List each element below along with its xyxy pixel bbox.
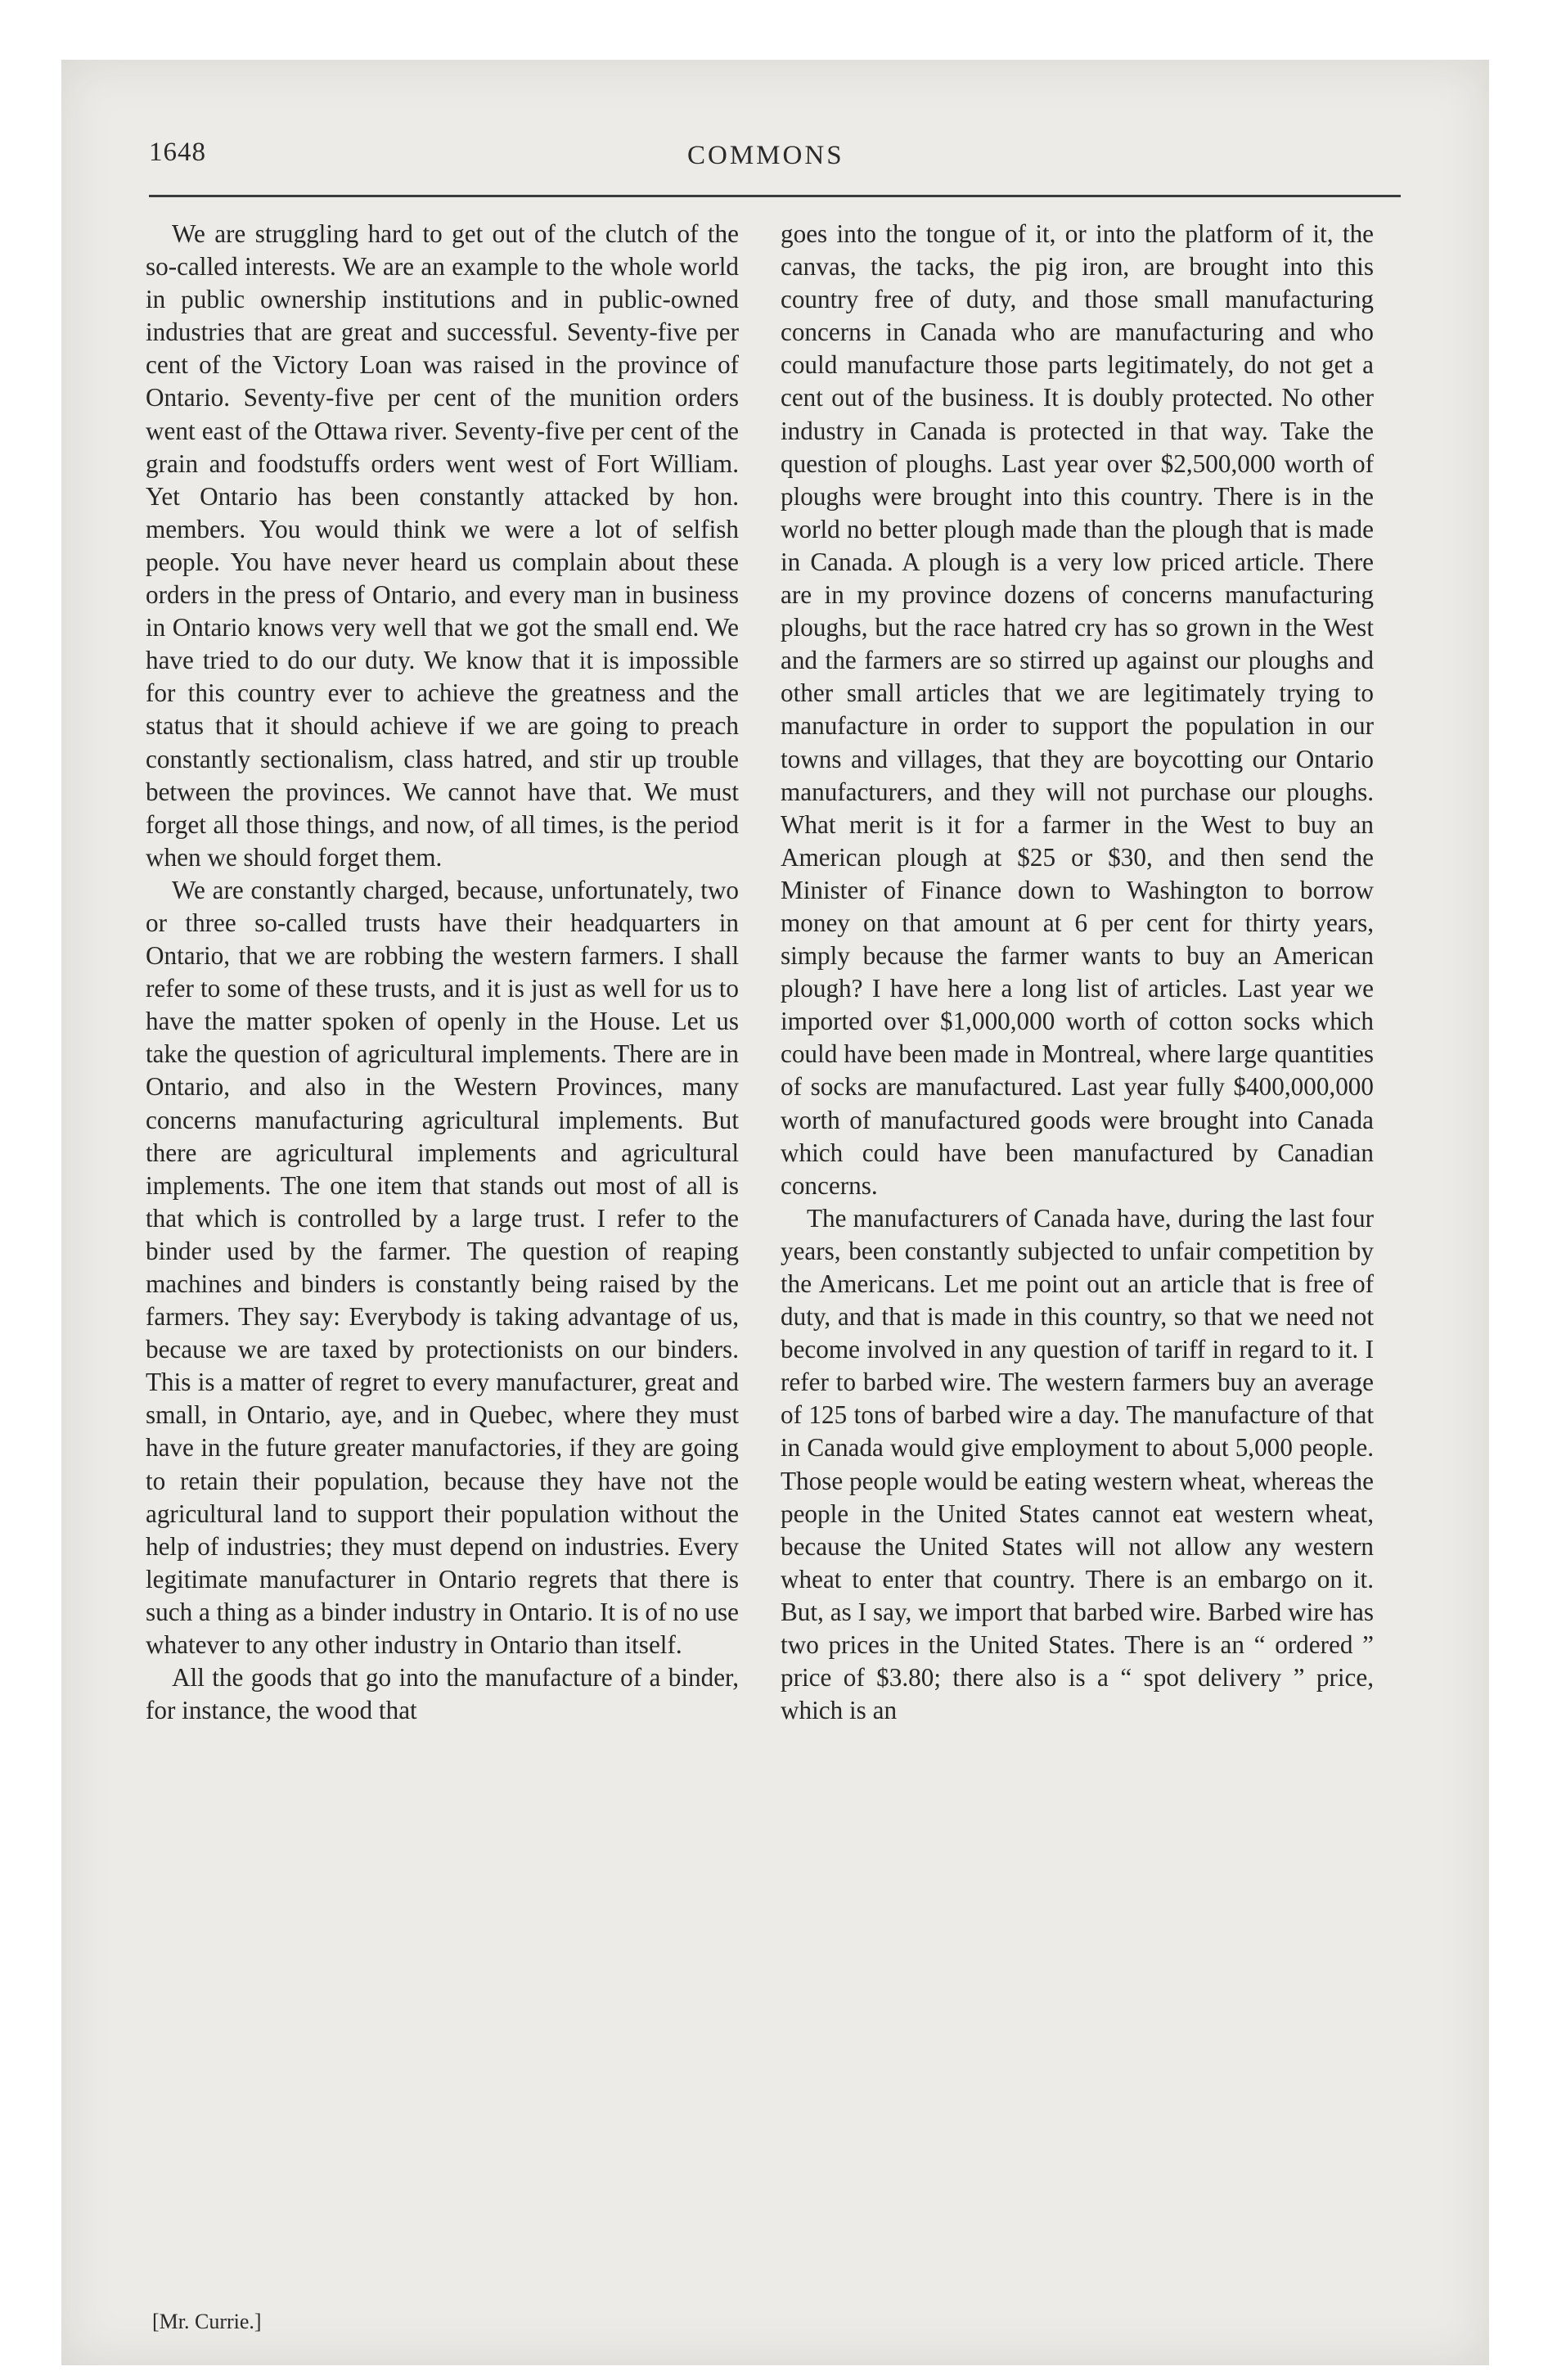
header-rule (149, 195, 1401, 197)
speaker-attribution: [Mr. Currie.] (152, 2310, 262, 2333)
paragraph: We are constantly charged, because, unfortunately, two or three so-called trusts have their headquarters in Ontario, that we are robbing the western farmers. I shall refer to some of these trusts, and it is just as well for us to have the matter spoken of openly in the House. Let us take the question of agricultural implements. There are in Ontario, and also in the Western Provinces, many concerns manufacturing agricultural implements. But there are agricultural implements and agricultural implements. The one item that stands out most of all is that which is controlled by a large trust. I refer to the binder used by the farmer. The question of reaping machines and binders is constantly being raised by the farmers. They say: Everybody is taking advantage of us, because we are taxed by protectionists on our binders. This is a matter of regret to every manufacturer, great and small, in Ontario, aye, and in Quebec, where they must have in the future greater manufactories, if they are going to retain their population, because they have not the agricultural land to support their population without the help of industries; they must depend on industries. Every legitimate manufacturer in Ontario regrets that there is such a thing as a binder industry in Ontario. It is of no use whatever to any other industry in Ontario than itself. (146, 875, 739, 1660)
paragraph: The manufacturers of Canada have, during the last four years, been constantly subjected to unfair competition by the Americans. Let me point out an article that is free of duty, and that is made in this country, so that we need not become involved in any question of tariff in regard to it. I refer to barbed wire. The western farmers buy an average of 125 tons of barbed wire a day. The manufacture of that in Canada would give employment to about 5,000 people. Those people would be eating western wheat, whereas the people in the United States cannot eat western wheat, because the United States will not allow any western wheat to enter that country. There is an embargo on it. But, as I say, we import that barbed wire. Barbed wire has two prices in the United States. There is an “ ordered ” price of $3.80; there also is a “ spot delivery ” price, which is an (781, 1203, 1374, 1725)
page-number: 1648 (149, 137, 206, 167)
running-head: COMMONS (687, 141, 844, 170)
left-column (146, 218, 739, 1727)
right-column (781, 218, 1374, 1727)
paragraph: All the goods that go into the manufacture of a binder, for instance, the wood that (146, 1663, 739, 1725)
paragraph: goes into the tongue of it, or into the platform of it, the canvas, the tacks, the pig iron, are brought into this country free of duty, and those small manufacturing concerns in Canada who are manufacturing and who could manufacture those parts legitimately, do not get a cent out of the business. It is doubly protected. No other industry in Canada is protected in that way. Take the question of ploughs. Last year over $2,500,000 worth of ploughs were brought into this country. There is in the world no better plough made than the plough that is made in Canada. A plough is a very low priced article. There are in my province dozens of concerns manufacturing ploughs, but the race hatred cry has so grown in the West and the farmers are so stirred up against our ploughs and other small articles that we are legitimately trying to manufacture in order to support the population in our towns and villages, that they are boycotting our Ontario manufacturers, and they will not purchase our ploughs. What merit is it for a farmer in the West to buy an American plough at $25 or $30, and then send the Minister of Finance down to Washington to borrow money on that amount at 6 per cent for thirty years, simply because the farmer wants to buy an American plough? I have here a long list of articles. Last year we imported over $1,000,000 worth of cotton socks which could have been made in Montreal, where large quantities of socks are manufactured. Last year fully $400,000,000 worth of manufactured goods were brought into Canada which could have been manufactured by Canadian concerns. (781, 219, 1374, 1200)
paragraph: We are struggling hard to get out of the clutch of the so-called interests. We are an example to the whole world in public ownership institutions and in public-owned industries that are great and successful. Seventy-five per cent of the Victory Loan was raised in the province of Ontario. Seventy-five per cent of the munition orders went east of the Ottawa river. Seventy-five per cent of the grain and foodstuffs orders went west of Fort William. Yet Ontario has been constantly attacked by hon. members. You would think we were a lot of selfish people. You have never heard us complain about these orders in the press of Ontario, and every man in business in Ontario knows very well that we got the small end. We have tried to do our duty. We know that it is impossible for this country ever to achieve the greatness and the status that it should achieve if we are going to preach constantly sectionalism, class hatred, and stir up trouble between the provinces. We cannot have that. We must forget all those things, and now, of all times, is the period when we should forget them. (146, 219, 739, 872)
